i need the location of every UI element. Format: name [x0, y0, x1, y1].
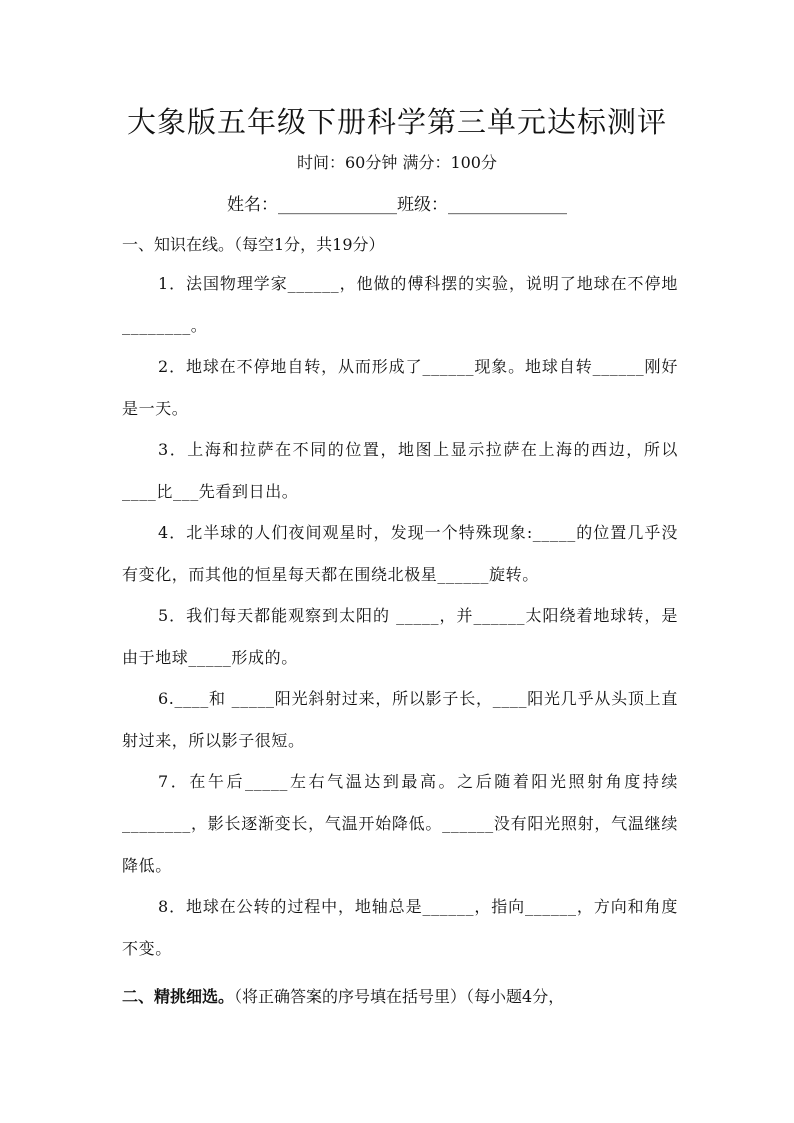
question-7: 7．在午后_____左右气温达到最高。之后随着阳光照射角度持续________，影长逐渐变长，气温开始降低。______没有阳光照射，气温继续降低。 [122, 772, 678, 875]
question-3: 3．上海和拉萨在不同的位置，地图上显示拉萨在上海的西边，所以____比___先看到日出。 [122, 440, 678, 501]
section-2-heading [122, 984, 564, 1007]
question-5: 5．我们每天都能观察到太阳的 _____，并______太阳绕着地球转，是由于地球_____形成的。 [122, 606, 678, 667]
question-6: 6.____和 _____阳光斜射过来，所以影子长，____阳光几乎从头顶上直射过来，所以影子很短。 [122, 689, 678, 750]
question-1: 1．法国物理学家______，他做的傅科摆的实验，说明了地球在不停地________。 [122, 274, 678, 335]
page-title: 大象版五年级下册科学第三单元达标测评 [126, 105, 667, 139]
exam-time-score: 时间：60分钟 满分：100分 [297, 153, 497, 172]
question-8: 8．地球在公转的过程中，地轴总是______，指向______，方向和角度不变。 [122, 897, 678, 958]
question-2: 2．地球在不停地自转，从而形成了______现象。地球自转______刚好是一天。 [122, 357, 678, 418]
question-4: 4．北半球的人们夜间观星时，发现一个特殊现象:_____的位置几乎没有变化，而其他的恒星每天都在围绕北极星______旋转。 [122, 523, 678, 584]
section-2-instructions: （将正确答案的序号填在括号里）（每小题4分， [234, 987, 565, 1006]
name-class-line: 姓名：______________班级：______________ [227, 195, 567, 215]
section-1-heading: 一、知识在线。（每空1分，共19分） [122, 235, 385, 254]
section-2-lead: 二、精挑细选。 [122, 987, 235, 1006]
